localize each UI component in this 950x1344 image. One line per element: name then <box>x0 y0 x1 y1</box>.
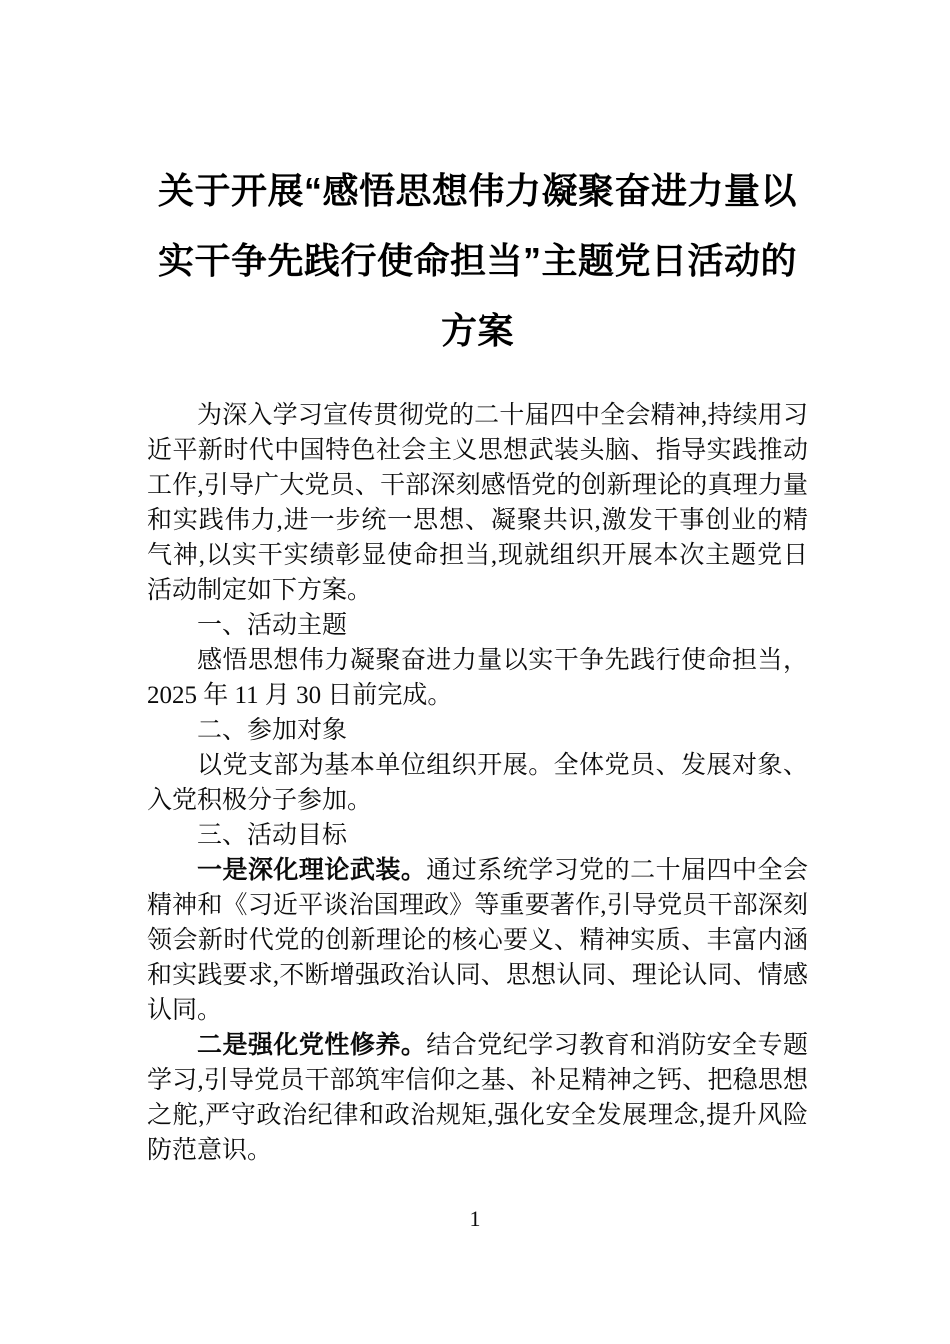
document-title <box>147 156 808 366</box>
page-number: 1 <box>469 1206 481 1231</box>
section-heading-goals: 三、活动目标 <box>197 821 348 849</box>
title-line-3: 方案 <box>440 310 514 351</box>
section-heading-participants: 二、参加对象 <box>197 716 348 744</box>
paragraph-participants: 以党支部为基本单位组织开展。全体党员、发展对象、入党积极分子参加。 <box>147 752 808 814</box>
title-line-2: 实干争先践行使命担当”主题党日活动的 <box>157 240 797 281</box>
paragraph-activity-theme: 感悟思想伟力凝聚奋进力量以实干争先践行使命担当，2025 年 11 月 30 日前完成。 <box>147 647 808 709</box>
paragraph-goal-2 <box>147 1028 808 1168</box>
section-heading-activity-theme: 一、活动主题 <box>197 611 348 639</box>
goal-1-lead: 一是深化理论武装。 <box>197 856 427 884</box>
goal-1-text: 通过系统学习党的二十届四中全会精神和《习近平谈治国理政》等重要著作,引导党员干部深刻领会新时代党的创新理论的核心要义、精神实质、丰富内涵和实践要求,不断增强政治认同、思想认同、理论认同、情感认同。 <box>147 857 808 1024</box>
goal-2-lead: 二是强化党性修养。 <box>197 1031 427 1059</box>
title-line-1: 关于开展“感悟思想伟力凝聚奋进力量以 <box>157 170 797 211</box>
paragraph-intro: 为深入学习宣传贯彻党的二十届四中全会精神,持续用习近平新时代中国特色社会主义思想武装头脑、指导实践推动工作,引导广大党员、干部深刻感悟党的创新理论的真理力量和实践伟力,进一步统一思想、凝聚共识,激发干事创业的精气神,以实干实绩彰显使命担当,现就组织开展本次主题党日活动制定如下方案。 <box>147 402 808 604</box>
paragraph-goal-1 <box>147 853 808 1028</box>
goal-2-text: 结合党纪学习教育和消防安全专题学习,引导党员干部筑牢信仰之基、补足精神之钙、把稳思想之舵,严守政治纪律和政治规矩,强化安全发展理念,提升风险防范意识。 <box>147 1032 808 1164</box>
document-body <box>147 398 808 1168</box>
